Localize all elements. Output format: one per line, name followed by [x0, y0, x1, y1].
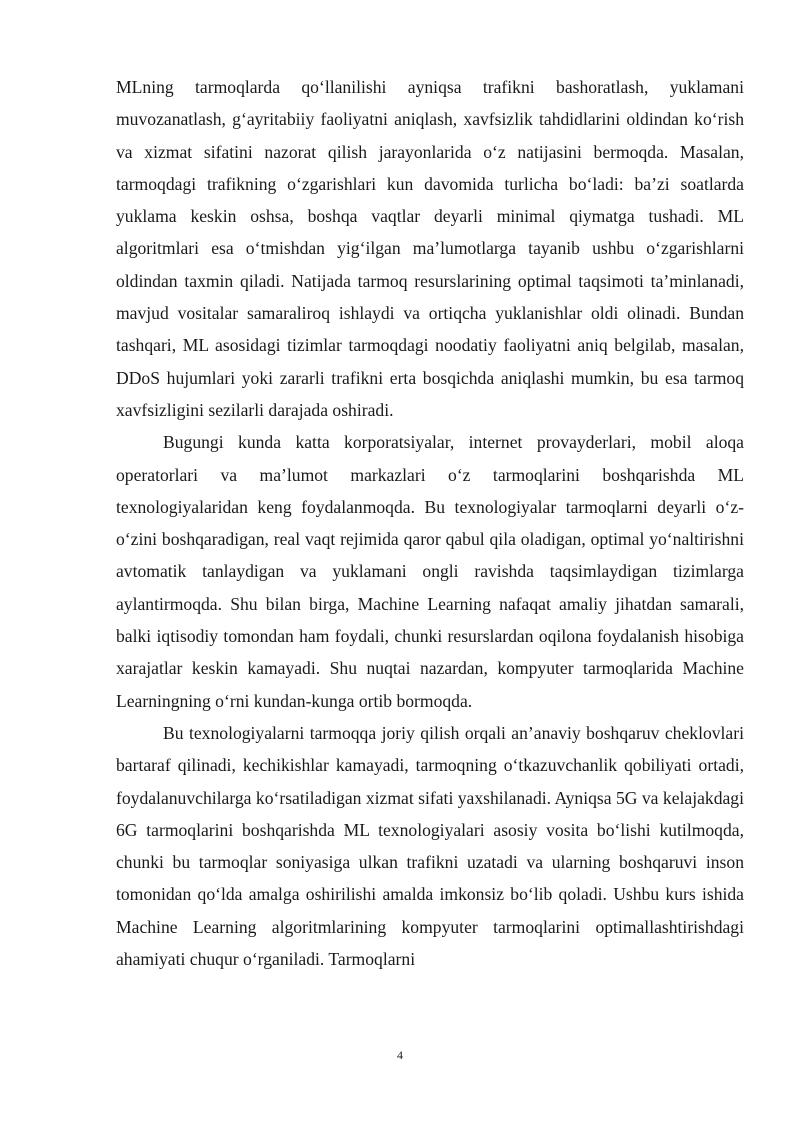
body-text — [116, 71, 744, 975]
paragraph-industry-adoption: Bugungi kunda katta korporatsiyalar, internet provayderlari, mobil aloqa operatorlari va ma’lumot markazlari o‘z tarmoqlarini boshqarishda ML texnologiyalaridan keng foydalanmoqda. Bu texnologiyalar tarmoqlarni deyarli o‘z-o‘zini boshqaradigan, real vaqt rejimida qaror qabul qila oladigan, optimal yo‘naltirishni avtomatik tanlaydigan va yuklamani ongli ravishda taqsimlaydigan tizimlarga aylantirmoqda. Shu bilan birga, Machine Learning nafaqat amaliy jihatdan samarali, balki iqtisodiy tomondan ham foydali, chunki resurslardan oqilona foydalanish hisobiga xarajatlar keskin kamayadi. Shu nuqtai nazardan, kompyuter tarmoqlarida Machine Learningning o‘rni kundan-kunga ortib bormoqda. — [116, 432, 744, 711]
page-number: 4 — [397, 1048, 403, 1062]
paragraph-ml-applications: MLning tarmoqlarda qo‘llanilishi ayniqsa trafikni bashoratlash, yuklamani muvozanatlash, g‘ayritabiiy faoliyatni aniqlash, xavfsizlik tahdidlarini oldindan ko‘rish va xizmat sifatini nazorat qilish jarayonlarida o‘z natijasini bermoqda. Masalan, tarmoqdagi trafikning o‘zgarishlari kun davomida turlicha bo‘ladi: ba’zi soatlarda yuklama keskin oshsa, boshqa vaqtlar deyarli minimal qiymatga tushadi. ML algoritmlari esa o‘tmishdan yig‘ilgan ma’lumotlarga tayanib ushbu o‘zgarishlarni oldindan taxmin qiladi. Natijada tarmoq resurslarining optimal taqsimoti ta’minlanadi, mavjud vositalar samaraliroq ishlaydi va ortiqcha yuklanishlar oldi olinadi. Bundan tashqari, ML asosidagi tizimlar tarmoqdagi noodatiy faoliyatni aniq belgilab, masalan, DDoS hujumlari yoki zararli trafikni erta bosqichda aniqlashi mumkin, bu esa tarmoq xavfsizligini sezilarli darajada oshiradi. — [116, 77, 744, 420]
paragraph-network-benefits: Bu texnologiyalarni tarmoqqa joriy qilish orqali an’anaviy boshqaruv cheklovlari bartaraf qilinadi, kechikishlar kamayadi, tarmoqning o‘tkazuvchanlik qobiliyati ortadi, foydalanuvchilarga ko‘rsatiladigan xizmat sifati yaxshilanadi. Ayniqsa 5G va kelajakdagi 6G tarmoqlarini boshqarishda ML texnologiyalari asosiy vosita bo‘lishi kutilmoqda, chunki bu tarmoqlar soniyasiga ulkan trafikni uzatadi va ularning boshqaruvi inson tomonidan qo‘lda amalga oshirilishi amalda imkonsiz bo‘lib qoladi. Ushbu kurs ishida Machine Learning algoritmlarining kompyuter tarmoqlarini optimallashtirishdagi ahamiyati chuqur o‘rganiladi. Tarmoqlarni — [116, 722, 744, 970]
